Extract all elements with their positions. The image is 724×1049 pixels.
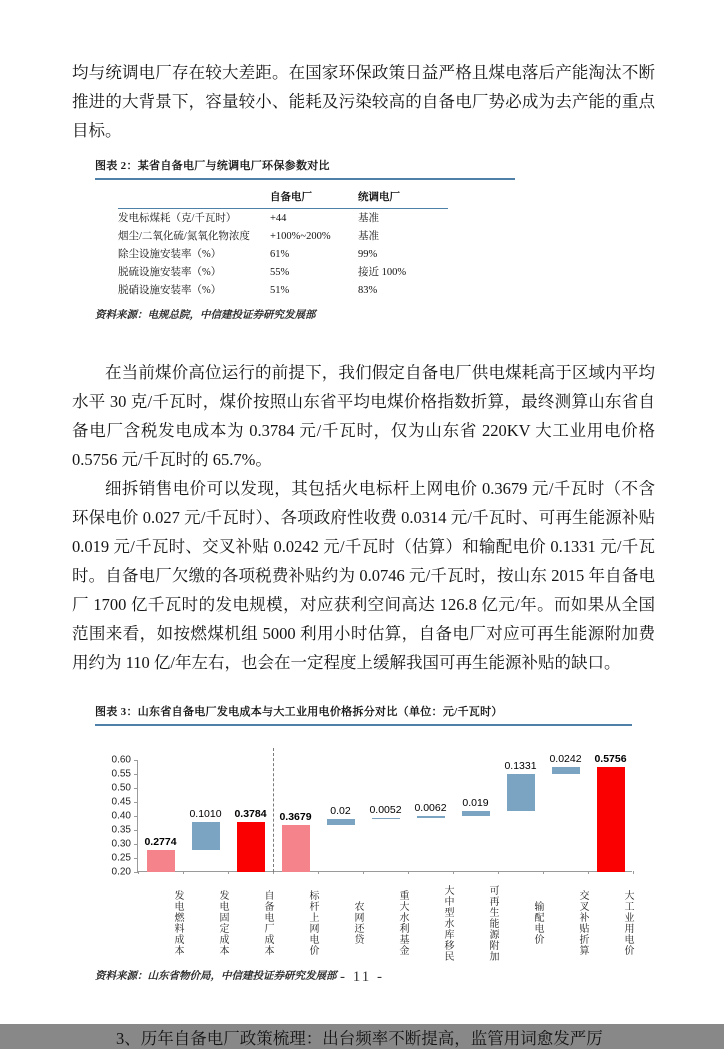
x-axis-category-label: 标杆上网电价 xyxy=(307,890,318,956)
chart-bar-重大水利基金 xyxy=(372,818,400,819)
table-cell: 51% xyxy=(270,284,290,296)
table-cell: +100%~200% xyxy=(270,230,331,242)
chart-plot xyxy=(111,752,632,878)
y-axis-tick-mark xyxy=(134,760,138,761)
chart-bar-value-label: 0.3679 xyxy=(279,810,312,823)
x-axis-category-label: 自备电厂成本 xyxy=(262,890,273,956)
chart-bar-value-label: 0.5756 xyxy=(594,752,627,765)
section-heading-3: 3、历年自备电厂政策梳理：出台频率不断提高，监管用词愈发严厉 xyxy=(116,1029,603,1048)
chart-bar-标杆上网电价 xyxy=(282,825,310,872)
table-cell: 61% xyxy=(270,248,290,260)
y-axis-tick-label: 0.40 xyxy=(111,810,131,822)
paragraph-1: 均与统调电厂存在较大差距。在国家环保政策日益严格且煤电落后产能淘汰不断推进的大背景下，容量较小、能耗及污染较高的自备电厂势必成为去产能的重点目标。 xyxy=(72,63,655,140)
figure-2-title: 图表 2：某省自备电厂与统调电厂环保参数对比 xyxy=(95,157,515,180)
table-cell: 发电标煤耗（克/千瓦时） xyxy=(118,212,237,224)
chart-bar-交叉补贴折算 xyxy=(552,767,580,774)
y-axis-tick-mark xyxy=(134,858,138,859)
y-axis-tick-label: 0.35 xyxy=(111,824,131,836)
table-row xyxy=(118,245,448,263)
page-number: - 11 - xyxy=(340,969,384,985)
chart-bar-value-label: 0.3784 xyxy=(234,808,267,821)
y-axis-tick-label: 0.55 xyxy=(111,768,131,780)
x-axis-category-label: 大中型水库移民 xyxy=(442,884,453,962)
x-axis-category-label: 发电固定成本 xyxy=(217,890,228,956)
table-cell: 烟尘/二氧化硫/氮氧化物浓度 xyxy=(118,230,250,242)
chart-bar-发电燃料成本 xyxy=(147,850,175,872)
table-row xyxy=(118,263,448,281)
x-axis-category-label: 输配电价 xyxy=(532,901,543,945)
chart-bar-可再生能源附加 xyxy=(462,811,490,816)
chart-bar-大工业用电价 xyxy=(597,767,625,872)
y-axis-tick-label: 0.20 xyxy=(111,866,131,878)
chart-bar-value-label: 0.1010 xyxy=(189,808,222,821)
x-axis-category-label: 农网还贷 xyxy=(352,901,363,945)
figure-2-source: 资料来源：电规总院，中信建投证券研究发展部 xyxy=(95,310,316,321)
table-cell: 接近 100% xyxy=(358,266,407,278)
y-axis-tick-mark xyxy=(134,816,138,817)
y-axis-tick-label: 0.50 xyxy=(111,782,131,794)
table-row xyxy=(118,209,448,228)
chart-bar-大中型水库移民 xyxy=(417,816,445,818)
x-axis-category-label: 可再生能源附加 xyxy=(487,884,498,962)
chart-bar-value-label: 0.02 xyxy=(330,805,351,818)
table-cell: 基准 xyxy=(358,230,379,242)
chart-bar-农网还贷 xyxy=(327,819,355,825)
table-cell: 除尘设施安装率（%） xyxy=(118,248,222,260)
y-axis-tick-label: 0.30 xyxy=(111,838,131,850)
table-cell: +44 xyxy=(270,212,287,224)
chart-bar-value-label: 0.0242 xyxy=(549,752,582,765)
paragraph-3: 细拆销售电价可以发现，其包括火电标杆上网电价 0.3679 元/千瓦时（不含环保电价 0.027 元/千瓦时）、各项政府性收费 0.0314 元/千瓦时、可再生能源补贴 0.019 元/千瓦时、交叉补贴 0.0242 元/千瓦时（估算）和输配电价 0.1331 元/千瓦时。自备电厂欠缴的各项税费补贴约为 0.0746 元/千瓦时，按山东 2015 年自备电厂 1700 亿千瓦时的发电规模，对应获利空间高达 126.8 亿元/年。而如果从全国范围来看，如按燃煤机组 5000 利用小时估算，自备电厂对应可再生能源附加费用约为 110 亿/年左右，也会在一定程度上缓解我国可再生能源补贴的缺口。 xyxy=(72,479,655,672)
waterfall-chart xyxy=(111,752,633,964)
table-cell: 基准 xyxy=(358,212,379,224)
figure-3-source: 资料来源：山东省物价局，中信建投证券研究发展部 xyxy=(95,971,337,982)
table-body xyxy=(118,209,448,300)
chart-bar-自备电厂成本 xyxy=(237,822,265,872)
chart-bar-输配电价 xyxy=(507,774,535,811)
y-axis-tick-label: 0.60 xyxy=(111,754,131,766)
y-axis-tick-mark xyxy=(134,774,138,775)
chart-group-separator-line xyxy=(273,748,274,872)
x-axis-category-label: 发电燃料成本 xyxy=(172,890,183,956)
chart-bar-value-label: 0.019 xyxy=(462,796,489,809)
table-cell: 脱硝设施安装率（%） xyxy=(118,284,222,296)
y-axis-tick-mark xyxy=(134,830,138,831)
chart-bar-value-label: 0.2774 xyxy=(144,836,177,849)
y-axis-tick-mark xyxy=(134,802,138,803)
paragraph-2: 在当前煤价高位运行的前提下，我们假定自备电厂供电煤耗高于区域内平均水平 30 克/千瓦时，煤价按照山东省平均电煤价格指数折算，最终测算山东省自备电厂含税发电成本为 0.3784 元/千瓦时，仅为山东省 220KV 大工业用电价格 0.5756 元/千瓦时的 65.7%。 xyxy=(72,363,655,469)
table-cell: 99% xyxy=(358,248,378,260)
table-cell: 83% xyxy=(358,284,378,296)
x-axis-tick-mark xyxy=(633,871,634,874)
chart-x-labels xyxy=(137,872,632,964)
chart-bar-value-label: 0.1331 xyxy=(504,759,537,772)
figure-2-table-block xyxy=(95,157,515,322)
table-header-captive-plant: 自备电厂 xyxy=(270,186,358,209)
env-params-table xyxy=(118,186,448,299)
chart-bar-发电固定成本 xyxy=(192,822,220,850)
x-axis-category-label: 交叉补贴折算 xyxy=(577,890,588,956)
chart-bar-value-label: 0.0052 xyxy=(369,803,402,816)
figure-3-title: 图表 3：山东省自备电厂发电成本与大工业用电价格拆分对比（单位：元/千瓦时） xyxy=(95,703,632,726)
table-header-grid-plant: 统调电厂 xyxy=(358,186,448,209)
table-cell: 脱硫设施安装率（%） xyxy=(118,266,222,278)
table-header-blank xyxy=(118,186,270,209)
chart-bar-value-label: 0.0062 xyxy=(414,802,447,815)
x-axis-category-label: 大工业用电价 xyxy=(622,890,633,956)
table-header-row xyxy=(118,186,448,209)
figure-3-chart-block xyxy=(95,703,632,983)
table-cell: 55% xyxy=(270,266,290,278)
table-row xyxy=(118,227,448,245)
y-axis-tick-label: 0.45 xyxy=(111,796,131,808)
y-axis-tick-label: 0.25 xyxy=(111,852,131,864)
x-axis-category-label: 重大水利基金 xyxy=(397,890,408,956)
y-axis-tick-mark xyxy=(134,788,138,789)
table-row xyxy=(118,281,448,299)
